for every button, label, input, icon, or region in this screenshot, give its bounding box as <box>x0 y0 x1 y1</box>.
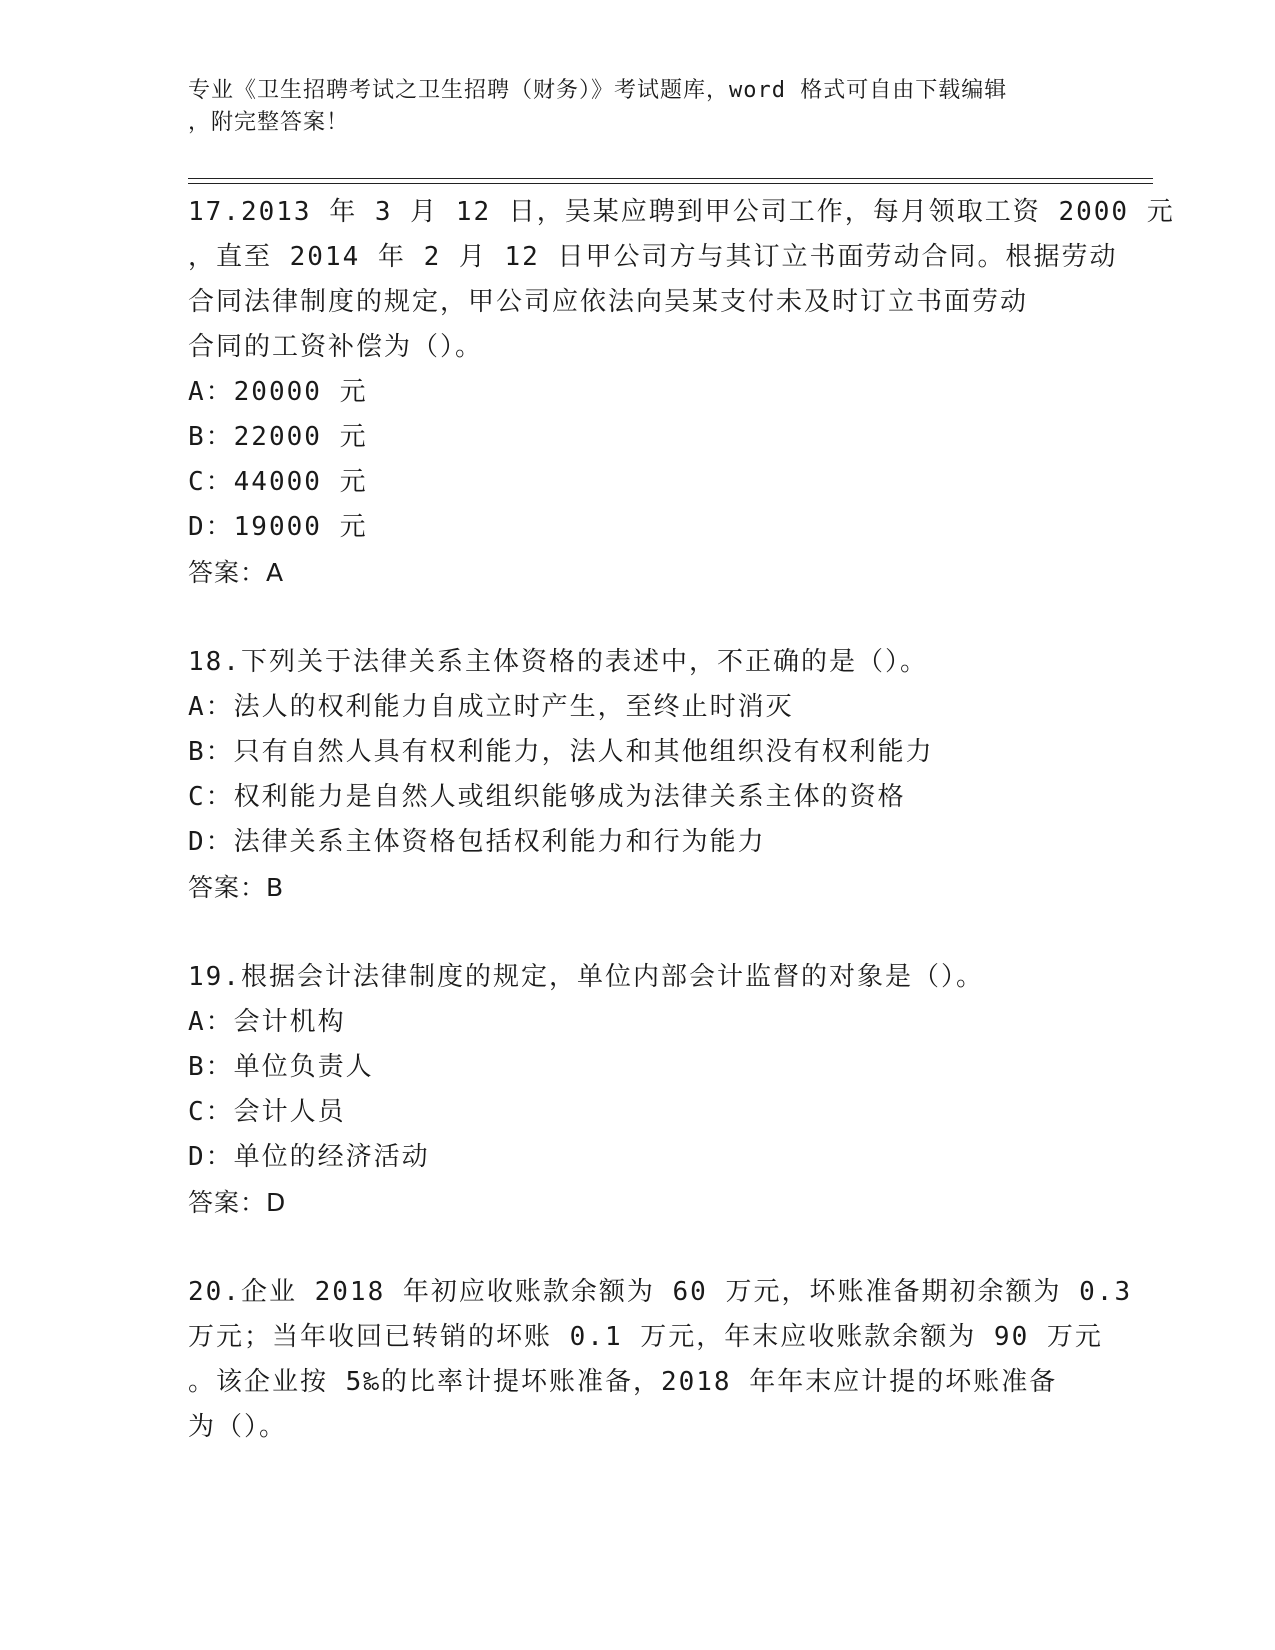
option-b: B：22000 元 <box>188 422 368 452</box>
document-header <box>188 75 1088 139</box>
option-a: A：会计机构 <box>188 1007 346 1037</box>
question-stem-line: 19.根据会计法律制度的规定，单位内部会计监督的对象是（）。 <box>188 962 984 992</box>
question-spacer <box>188 1225 1108 1270</box>
question-stem-line: 20.企业 2018 年初应收账款余额为 60 万元，坏账准备期初余额为 0.3 <box>188 1277 1133 1307</box>
option-c: C：44000 元 <box>188 467 368 497</box>
question-stem-line: 17.2013 年 3 月 12 日，吴某应聘到甲公司工作，每月领取工资 2000 元 <box>188 197 1175 227</box>
option-d: D：19000 元 <box>188 512 368 542</box>
question-stem-line: 合同的工资补偿为（）。 <box>188 332 484 362</box>
question-list <box>188 190 1175 1450</box>
question-stem-line: 为（）。 <box>188 1412 288 1442</box>
header-divider-bottom <box>188 183 1153 184</box>
option-a: A：法人的权利能力自成立时产生，至终止时消灭 <box>188 692 794 722</box>
question-20 <box>188 1270 1133 1450</box>
header-line-2: ，附完整答案！ <box>188 110 350 135</box>
option-d: D：单位的经济活动 <box>188 1142 430 1172</box>
answer-label: 答案：D <box>188 1188 287 1217</box>
question-spacer <box>188 910 1108 955</box>
question-spacer <box>188 595 1108 640</box>
question-17 <box>188 190 1175 595</box>
option-b: B：只有自然人具有权利能力，法人和其他组织没有权利能力 <box>188 737 934 767</box>
question-stem-line: 合同法律制度的规定，甲公司应依法向吴某支付未及时订立书面劳动 <box>188 287 1029 317</box>
question-18 <box>188 640 1108 910</box>
option-c: C：会计人员 <box>188 1097 346 1127</box>
question-19 <box>188 955 1108 1225</box>
header-divider-top <box>188 178 1153 179</box>
answer-label: 答案：B <box>188 873 285 902</box>
option-c: C：权利能力是自然人或组织能够成为法律关系主体的资格 <box>188 782 906 812</box>
header-line-1: 专业《卫生招聘考试之卫生招聘（财务）》考试题库，word 格式可自由下载编辑 <box>188 78 1008 103</box>
question-stem-line: 18.下列关于法律关系主体资格的表述中，不正确的是（）。 <box>188 647 928 677</box>
question-stem-line: 万元；当年收回已转销的坏账 0.1 万元，年末应收账款余额为 90 万元 <box>188 1322 1103 1352</box>
question-stem-line: 。该企业按 5‰的比率计提坏账准备，2018 年年末应计提的坏账准备 <box>188 1367 1058 1397</box>
option-d: D：法律关系主体资格包括权利能力和行为能力 <box>188 827 766 857</box>
question-stem-line: ，直至 2014 年 2 月 12 日甲公司方与其订立书面劳动合同。根据劳动 <box>188 242 1118 272</box>
option-b: B：单位负责人 <box>188 1052 374 1082</box>
option-a: A：20000 元 <box>188 377 368 407</box>
answer-label: 答案：A <box>188 558 285 587</box>
